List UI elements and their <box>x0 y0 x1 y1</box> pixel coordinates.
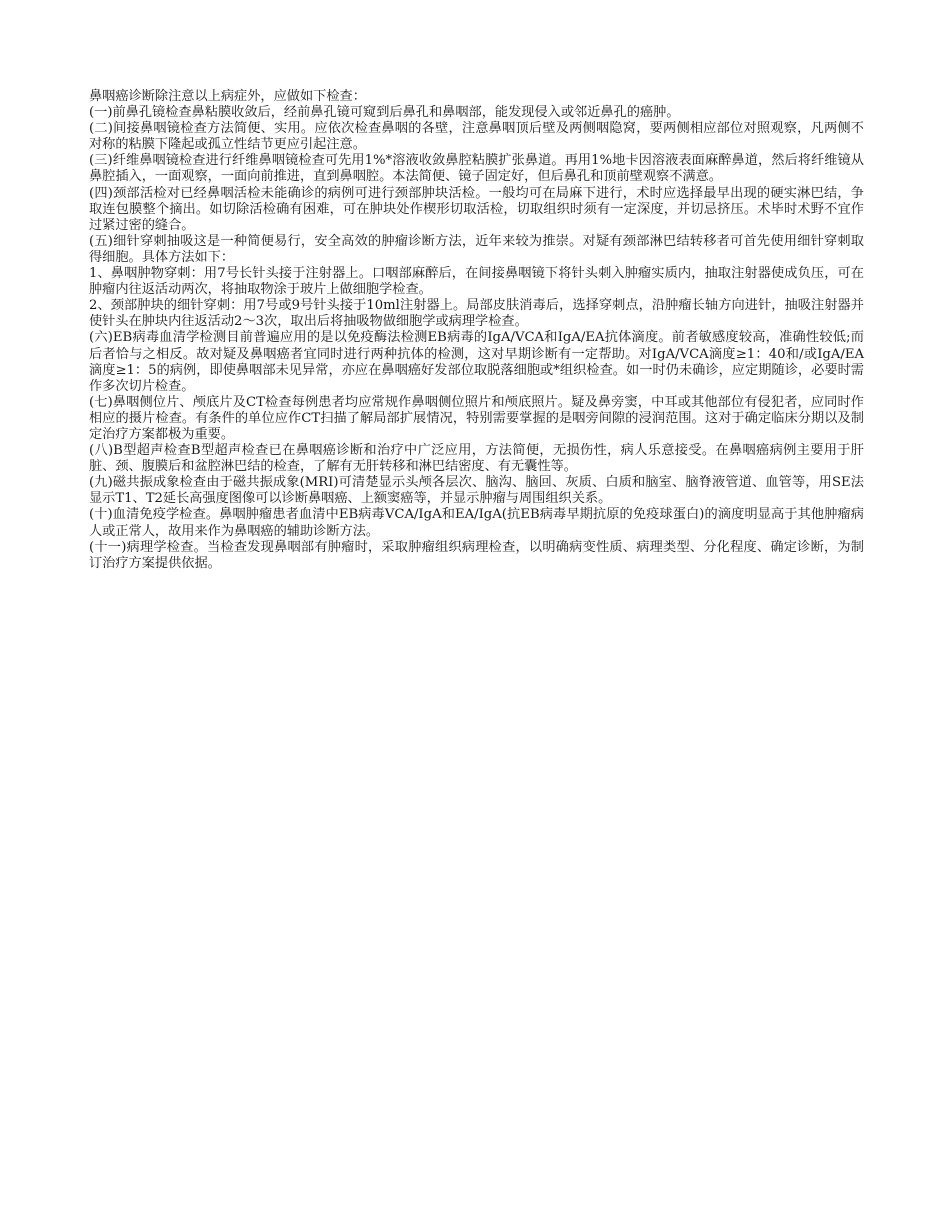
section-10-serum-immunology: (十)血清免疫学检查。鼻咽肿瘤患者血清中EB病毒VCA/IgA和EA/IgA(抗EB病毒早期抗原的免疫球蛋白)的滴度明显高于其他肿瘤病人或正常人，故用来作为鼻咽癌的辅助诊断方法。 <box>89 507 864 539</box>
section-5-item-2: 2、颈部肿块的细针穿刺：用7号或9号针头接于10ml注射器上。局部皮肤消毒后，选择穿刺点，沿肿瘤长轴方向进针，抽吸注射器并使针头在肿块内往返活动2～3次，取出后将抽吸物做细胞学或病理学检查。 <box>89 298 864 330</box>
section-5-item-1: 1、鼻咽肿物穿刺：用7号长针头接于注射器上。口咽部麻醉后，在间接鼻咽镜下将针头刺入肿瘤实质内，抽取注射器使成负压，可在肿瘤内往返活动两次，将抽取物涂于玻片上做细胞学检查。 <box>89 266 864 298</box>
section-9-mri: (九)磁共振成象检查由于磁共振成象(MRI)可清楚显示头颅各层次、脑沟、脑回、灰质、白质和脑室、脑脊液管道、血管等，用SE法显示T1、T2延长高强度图像可以诊断鼻咽癌、上额窦癌等，并显示肿瘤与周围组织关系。 <box>89 475 864 507</box>
section-5-fine-needle-aspiration: (五)细针穿刺抽吸这是一种简便易行，安全高效的肿瘤诊断方法，近年来较为推崇。对疑有颈部淋巴结转移者可首先使用细针穿刺取得细胞。具体方法如下： <box>89 233 864 265</box>
section-4-neck-biopsy: (四)颈部活检对已经鼻咽活检未能确诊的病例可进行颈部肿块活检。一般均可在局麻下进行，术时应选择最早出现的硬实淋巴结，争取连包膜整个摘出。如切除活检确有困难，可在肿块处作楔形切取活检，切取组织时须有一定深度，并切忌挤压。术毕时术野不宜作过紧过密的缝合。 <box>89 185 864 233</box>
section-6-eb-serology: (六)EB病毒血清学检测目前普遍应用的是以免疫酶法检测EB病毒的IgA/VCA和IgA/EA抗体滴度。前者敏感度较高，准确性较低;而后者恰与之相反。故对疑及鼻咽癌者宜同时进行两种抗体的检测，这对早期诊断有一定帮助。对IgA/VCA滴度≥1：40和/或IgA/EA滴度≥1：5的病例，即使鼻咽部未见异常，亦应在鼻咽癌好发部位取脱落细胞或*组织检查。如一时仍未确诊，应定期随诊，必要时需作多次切片检查。 <box>89 330 864 394</box>
section-11-pathology: (十一)病理学检查。当检查发现鼻咽部有肿瘤时，采取肿瘤组织病理检查，以明确病变性质、病理类型、分化程度、确定诊断，为制订治疗方案提供依据。 <box>89 539 864 571</box>
section-8-ultrasound: (八)B型超声检查B型超声检查已在鼻咽癌诊断和治疗中广泛应用，方法简便，无损伤性，病人乐意接受。在鼻咽癌病例主要用于肝脏、颈、腹膜后和盆腔淋巴结的检查，了解有无肝转移和淋巴结密度、有无囊性等。 <box>89 443 864 475</box>
section-2-indirect-nasopharyngoscopy: (二)间接鼻咽镜检查方法简便、实用。应依次检查鼻咽的各壁，注意鼻咽顶后壁及两侧咽隐窝，要两侧相应部位对照观察，凡两侧不对称的粘膜下隆起或孤立性结节更应引起注意。 <box>89 121 864 153</box>
section-3-fiber-nasopharyngoscopy: (三)纤维鼻咽镜检查进行纤维鼻咽镜检查可先用1%*溶液收敛鼻腔粘膜扩张鼻道。再用1%地卡因溶液表面麻醉鼻道，然后将纤维镜从鼻腔插入，一面观察，一面向前推进，直到鼻咽腔。本法简便、镜子固定好，但后鼻孔和顶前壁观察不满意。 <box>89 153 864 185</box>
section-7-xray-ct: (七)鼻咽侧位片、颅底片及CT检查每例患者均应常规作鼻咽侧位照片和颅底照片。疑及鼻旁窦，中耳或其他部位有侵犯者，应同时作相应的摄片检查。有条件的单位应作CT扫描了解局部扩展情况，特别需要掌握的是咽旁间隙的浸润范围。这对于确定临床分期以及制定治疗方案都极为重要。 <box>89 394 864 442</box>
intro-paragraph: 鼻咽癌诊断除注意以上病症外，应做如下检查： <box>89 89 366 104</box>
section-1-anterior-rhinoscopy: (一)前鼻孔镜检查鼻粘膜收敛后，经前鼻孔镜可窥到后鼻孔和鼻咽部，能发现侵入或邻近鼻孔的癌肿。 <box>89 105 680 121</box>
document-body <box>89 89 864 572</box>
